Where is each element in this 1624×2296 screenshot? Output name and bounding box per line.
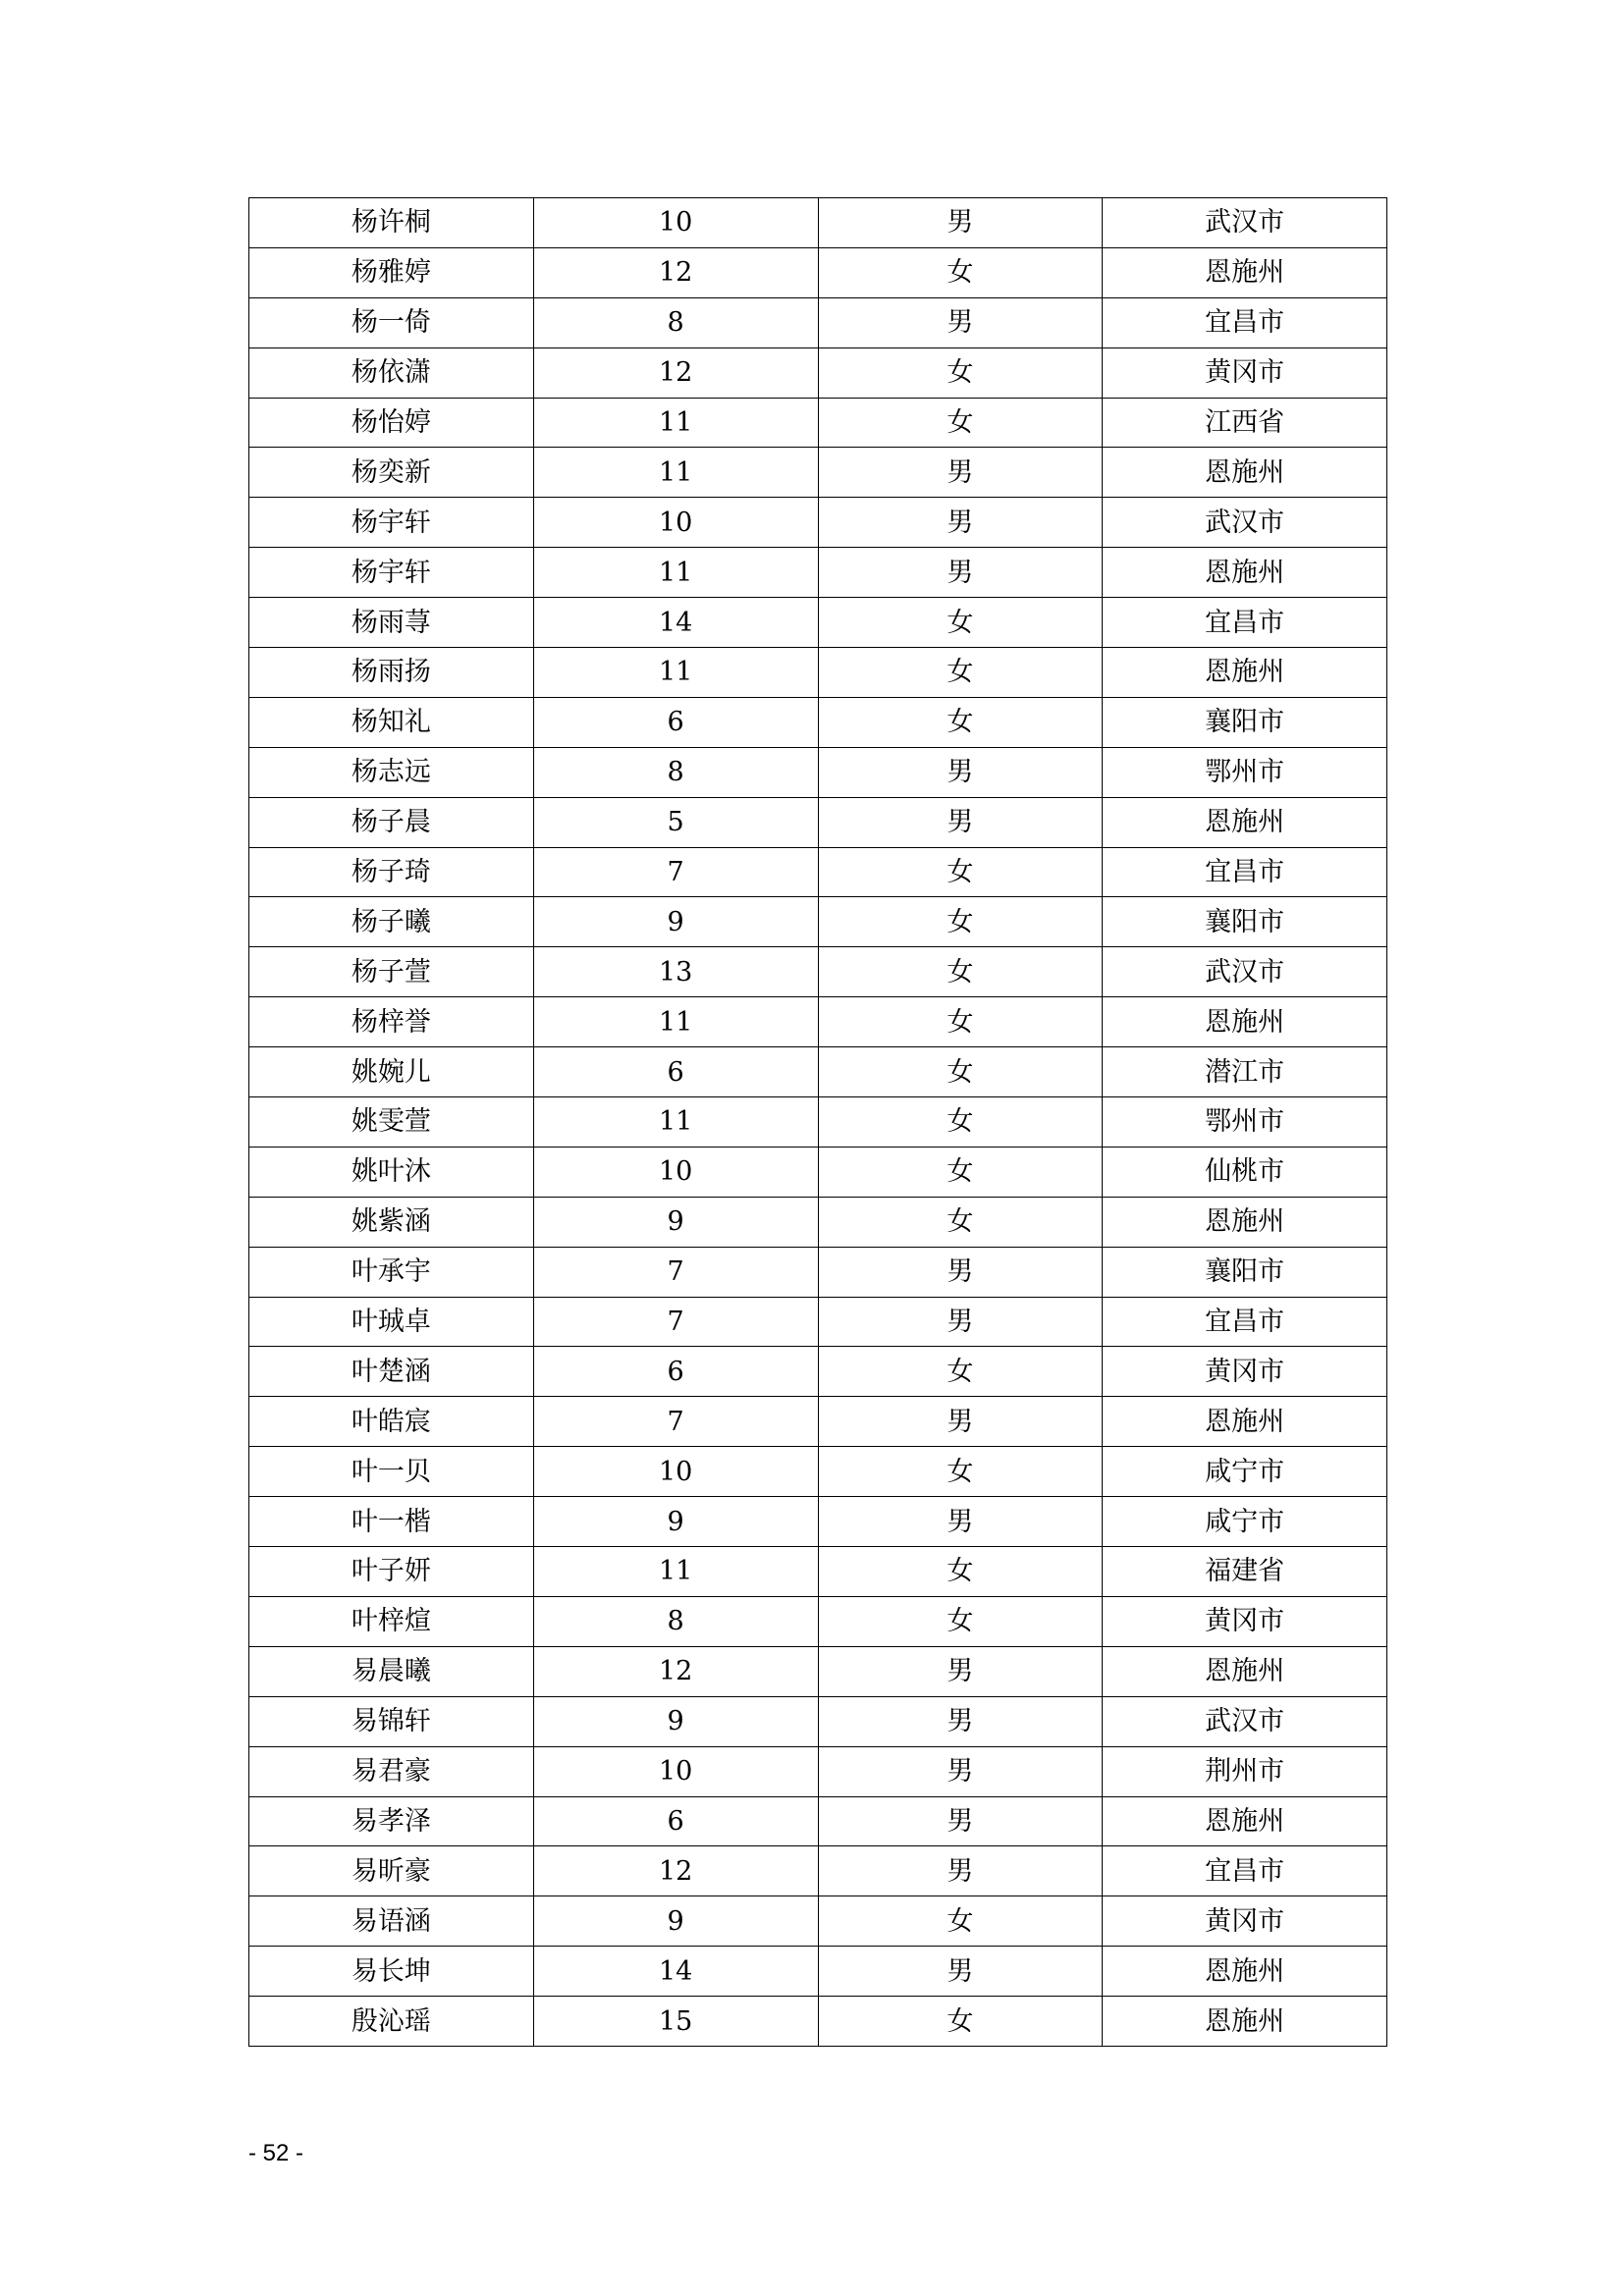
table-row bbox=[249, 1347, 1387, 1397]
region-cell: 宜昌市 bbox=[1103, 847, 1387, 897]
region-cell: 宜昌市 bbox=[1103, 1297, 1387, 1347]
gender-cell: 男 bbox=[818, 1746, 1103, 1796]
gender-cell: 女 bbox=[818, 897, 1103, 947]
table-row bbox=[249, 648, 1387, 698]
age-cell: 6 bbox=[533, 1347, 818, 1397]
region-cell: 恩施州 bbox=[1103, 1646, 1387, 1696]
name-cell: 叶承宇 bbox=[249, 1247, 534, 1297]
region-cell: 鄂州市 bbox=[1103, 747, 1387, 797]
region-cell: 恩施州 bbox=[1103, 1397, 1387, 1447]
region-cell: 仙桃市 bbox=[1103, 1147, 1387, 1197]
table-row bbox=[249, 897, 1387, 947]
name-cell: 杨子曦 bbox=[249, 897, 534, 947]
region-cell: 宜昌市 bbox=[1103, 297, 1387, 347]
gender-cell: 男 bbox=[818, 448, 1103, 498]
region-cell: 黄冈市 bbox=[1103, 1596, 1387, 1646]
table-row bbox=[249, 1746, 1387, 1796]
region-cell: 荆州市 bbox=[1103, 1746, 1387, 1796]
gender-cell: 女 bbox=[818, 1447, 1103, 1497]
table-row bbox=[249, 1596, 1387, 1646]
age-cell: 12 bbox=[533, 347, 818, 398]
region-cell: 恩施州 bbox=[1103, 1997, 1387, 2047]
name-cell: 杨子萱 bbox=[249, 947, 534, 997]
table-row bbox=[249, 747, 1387, 797]
gender-cell: 女 bbox=[818, 347, 1103, 398]
table-row bbox=[249, 198, 1387, 248]
age-cell: 13 bbox=[533, 947, 818, 997]
name-cell: 杨知礼 bbox=[249, 697, 534, 747]
table-row bbox=[249, 548, 1387, 598]
name-cell: 杨雨荨 bbox=[249, 598, 534, 648]
gender-cell: 女 bbox=[818, 648, 1103, 698]
gender-cell: 男 bbox=[818, 797, 1103, 847]
name-cell: 易晨曦 bbox=[249, 1646, 534, 1696]
age-cell: 11 bbox=[533, 548, 818, 598]
table-row bbox=[249, 347, 1387, 398]
roster-table bbox=[248, 197, 1387, 2047]
age-cell: 7 bbox=[533, 1297, 818, 1347]
region-cell: 恩施州 bbox=[1103, 648, 1387, 698]
age-cell: 10 bbox=[533, 1147, 818, 1197]
age-cell: 10 bbox=[533, 1447, 818, 1497]
name-cell: 叶梓煊 bbox=[249, 1596, 534, 1646]
region-cell: 咸宁市 bbox=[1103, 1447, 1387, 1497]
age-cell: 7 bbox=[533, 1247, 818, 1297]
region-cell: 武汉市 bbox=[1103, 1696, 1387, 1746]
age-cell: 7 bbox=[533, 847, 818, 897]
region-cell: 黄冈市 bbox=[1103, 347, 1387, 398]
table-row bbox=[249, 1447, 1387, 1497]
age-cell: 6 bbox=[533, 1796, 818, 1846]
gender-cell: 女 bbox=[818, 1047, 1103, 1097]
gender-cell: 女 bbox=[818, 598, 1103, 648]
table-row bbox=[249, 1397, 1387, 1447]
name-cell: 叶一楷 bbox=[249, 1497, 534, 1547]
name-cell: 杨怡婷 bbox=[249, 398, 534, 448]
region-cell: 鄂州市 bbox=[1103, 1097, 1387, 1148]
age-cell: 9 bbox=[533, 1696, 818, 1746]
name-cell: 姚雯萱 bbox=[249, 1097, 534, 1148]
region-cell: 福建省 bbox=[1103, 1547, 1387, 1597]
table-row bbox=[249, 1947, 1387, 1997]
age-cell: 12 bbox=[533, 1646, 818, 1696]
region-cell: 黄冈市 bbox=[1103, 1347, 1387, 1397]
name-cell: 易锦轩 bbox=[249, 1696, 534, 1746]
age-cell: 14 bbox=[533, 598, 818, 648]
region-cell: 恩施州 bbox=[1103, 247, 1387, 297]
gender-cell: 女 bbox=[818, 1097, 1103, 1148]
age-cell: 6 bbox=[533, 1047, 818, 1097]
region-cell: 恩施州 bbox=[1103, 1796, 1387, 1846]
region-cell: 襄阳市 bbox=[1103, 697, 1387, 747]
region-cell: 恩施州 bbox=[1103, 797, 1387, 847]
table-row bbox=[249, 947, 1387, 997]
table-row bbox=[249, 398, 1387, 448]
gender-cell: 女 bbox=[818, 1547, 1103, 1597]
table-row bbox=[249, 1147, 1387, 1197]
table-row bbox=[249, 1796, 1387, 1846]
gender-cell: 女 bbox=[818, 1997, 1103, 2047]
region-cell: 襄阳市 bbox=[1103, 1247, 1387, 1297]
age-cell: 11 bbox=[533, 648, 818, 698]
gender-cell: 女 bbox=[818, 1347, 1103, 1397]
age-cell: 9 bbox=[533, 1896, 818, 1947]
gender-cell: 女 bbox=[818, 1147, 1103, 1197]
table-row bbox=[249, 1297, 1387, 1347]
gender-cell: 男 bbox=[818, 1846, 1103, 1896]
region-cell: 武汉市 bbox=[1103, 198, 1387, 248]
region-cell: 恩施州 bbox=[1103, 997, 1387, 1047]
age-cell: 11 bbox=[533, 1547, 818, 1597]
age-cell: 10 bbox=[533, 1746, 818, 1796]
table-row bbox=[249, 1997, 1387, 2047]
gender-cell: 男 bbox=[818, 1397, 1103, 1447]
name-cell: 杨依潇 bbox=[249, 347, 534, 398]
name-cell: 杨子晨 bbox=[249, 797, 534, 847]
region-cell: 恩施州 bbox=[1103, 1197, 1387, 1247]
gender-cell: 男 bbox=[818, 747, 1103, 797]
table-row bbox=[249, 448, 1387, 498]
name-cell: 易长坤 bbox=[249, 1947, 534, 1997]
age-cell: 11 bbox=[533, 1097, 818, 1148]
gender-cell: 男 bbox=[818, 1247, 1103, 1297]
region-cell: 黄冈市 bbox=[1103, 1896, 1387, 1947]
region-cell: 武汉市 bbox=[1103, 498, 1387, 548]
table-row bbox=[249, 1696, 1387, 1746]
region-cell: 潜江市 bbox=[1103, 1047, 1387, 1097]
age-cell: 7 bbox=[533, 1397, 818, 1447]
region-cell: 咸宁市 bbox=[1103, 1497, 1387, 1547]
name-cell: 易君豪 bbox=[249, 1746, 534, 1796]
name-cell: 杨许桐 bbox=[249, 198, 534, 248]
name-cell: 杨宇轩 bbox=[249, 548, 534, 598]
gender-cell: 男 bbox=[818, 498, 1103, 548]
name-cell: 姚婉儿 bbox=[249, 1047, 534, 1097]
name-cell: 杨子琦 bbox=[249, 847, 534, 897]
age-cell: 9 bbox=[533, 897, 818, 947]
name-cell: 杨梓誉 bbox=[249, 997, 534, 1047]
gender-cell: 男 bbox=[818, 1796, 1103, 1846]
name-cell: 姚紫涵 bbox=[249, 1197, 534, 1247]
table-row bbox=[249, 797, 1387, 847]
gender-cell: 男 bbox=[818, 1947, 1103, 1997]
table-row bbox=[249, 297, 1387, 347]
name-cell: 杨雨扬 bbox=[249, 648, 534, 698]
age-cell: 11 bbox=[533, 398, 818, 448]
table-row bbox=[249, 1247, 1387, 1297]
gender-cell: 女 bbox=[818, 1197, 1103, 1247]
name-cell: 易昕豪 bbox=[249, 1846, 534, 1896]
table-row bbox=[249, 847, 1387, 897]
table-row bbox=[249, 1497, 1387, 1547]
table-row bbox=[249, 1846, 1387, 1896]
age-cell: 10 bbox=[533, 498, 818, 548]
table-row bbox=[249, 1547, 1387, 1597]
name-cell: 杨雅婷 bbox=[249, 247, 534, 297]
gender-cell: 女 bbox=[818, 398, 1103, 448]
region-cell: 恩施州 bbox=[1103, 448, 1387, 498]
age-cell: 5 bbox=[533, 797, 818, 847]
age-cell: 11 bbox=[533, 448, 818, 498]
age-cell: 9 bbox=[533, 1497, 818, 1547]
region-cell: 江西省 bbox=[1103, 398, 1387, 448]
name-cell: 杨宇轩 bbox=[249, 498, 534, 548]
gender-cell: 女 bbox=[818, 847, 1103, 897]
gender-cell: 女 bbox=[818, 1596, 1103, 1646]
name-cell: 姚叶沐 bbox=[249, 1147, 534, 1197]
name-cell: 叶珹卓 bbox=[249, 1297, 534, 1347]
age-cell: 6 bbox=[533, 697, 818, 747]
region-cell: 宜昌市 bbox=[1103, 598, 1387, 648]
gender-cell: 男 bbox=[818, 198, 1103, 248]
gender-cell: 男 bbox=[818, 1646, 1103, 1696]
gender-cell: 男 bbox=[818, 1497, 1103, 1547]
table-row bbox=[249, 997, 1387, 1047]
name-cell: 杨一倚 bbox=[249, 297, 534, 347]
table-row bbox=[249, 1646, 1387, 1696]
age-cell: 12 bbox=[533, 247, 818, 297]
table-row bbox=[249, 1197, 1387, 1247]
name-cell: 叶楚涵 bbox=[249, 1347, 534, 1397]
name-cell: 易语涵 bbox=[249, 1896, 534, 1947]
gender-cell: 女 bbox=[818, 697, 1103, 747]
name-cell: 殷沁瑶 bbox=[249, 1997, 534, 2047]
table-row bbox=[249, 598, 1387, 648]
gender-cell: 男 bbox=[818, 297, 1103, 347]
name-cell: 杨奕新 bbox=[249, 448, 534, 498]
name-cell: 易孝泽 bbox=[249, 1796, 534, 1846]
table-row bbox=[249, 247, 1387, 297]
age-cell: 8 bbox=[533, 297, 818, 347]
region-cell: 恩施州 bbox=[1103, 1947, 1387, 1997]
table-row bbox=[249, 498, 1387, 548]
age-cell: 15 bbox=[533, 1997, 818, 2047]
gender-cell: 男 bbox=[818, 1696, 1103, 1746]
age-cell: 11 bbox=[533, 997, 818, 1047]
gender-cell: 女 bbox=[818, 1896, 1103, 1947]
region-cell: 襄阳市 bbox=[1103, 897, 1387, 947]
name-cell: 叶皓宸 bbox=[249, 1397, 534, 1447]
age-cell: 12 bbox=[533, 1846, 818, 1896]
name-cell: 叶一贝 bbox=[249, 1447, 534, 1497]
gender-cell: 男 bbox=[818, 1297, 1103, 1347]
table-row bbox=[249, 697, 1387, 747]
gender-cell: 男 bbox=[818, 548, 1103, 598]
roster-body bbox=[249, 198, 1387, 2047]
age-cell: 9 bbox=[533, 1197, 818, 1247]
age-cell: 8 bbox=[533, 1596, 818, 1646]
name-cell: 叶子妍 bbox=[249, 1547, 534, 1597]
region-cell: 恩施州 bbox=[1103, 548, 1387, 598]
age-cell: 14 bbox=[533, 1947, 818, 1997]
table-row bbox=[249, 1896, 1387, 1947]
gender-cell: 女 bbox=[818, 997, 1103, 1047]
region-cell: 武汉市 bbox=[1103, 947, 1387, 997]
age-cell: 10 bbox=[533, 198, 818, 248]
gender-cell: 女 bbox=[818, 247, 1103, 297]
table-row bbox=[249, 1097, 1387, 1148]
age-cell: 8 bbox=[533, 747, 818, 797]
table-row bbox=[249, 1047, 1387, 1097]
page-number: - 52 - bbox=[248, 2140, 304, 2166]
region-cell: 宜昌市 bbox=[1103, 1846, 1387, 1896]
gender-cell: 女 bbox=[818, 947, 1103, 997]
name-cell: 杨志远 bbox=[249, 747, 534, 797]
